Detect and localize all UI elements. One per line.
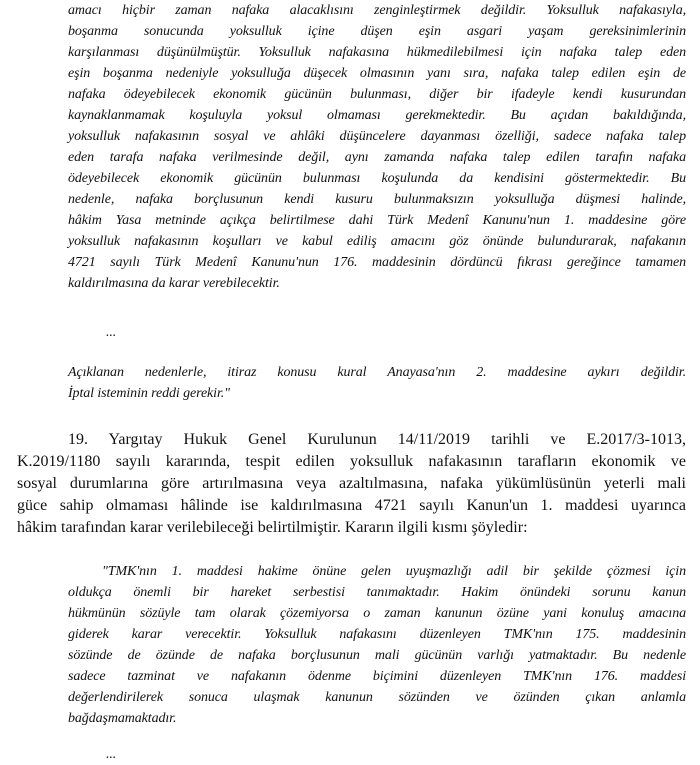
quote-line: 4721 sayılı Türk Medenî Kanunu'nun 176. maddesinin dördüncü fıkrası gereğince tamamen xyxy=(68,255,686,270)
quote-line: değerlendirilerek sonuca ulaşmak kanunun sözünden ve özünden çıkan anlamla xyxy=(68,690,686,705)
body-line: güce sahip olmaması hâlinde ise kaldırılmasına 4721 sayılı Kanun'un 1. maddesi uyarınca xyxy=(17,497,686,514)
quote-line: kaynaklanmamak koşuluyla yoksul olmaması gerekmektedir. Bu açıdan bakıldığında, xyxy=(68,108,686,123)
quote-line: yoksulluk nafakasının sosyal ve ahlâki düşüncelere dayanması özelliği, sadece nafaka talep xyxy=(68,129,686,144)
quote-line: hâkim Yasa metninde açıkça belirtilmese dahi Türk Medenî Kanunu'nun 1. maddesine göre xyxy=(68,213,686,228)
quote-line: Açıklanan nedenlerle, itiraz konusu kural Anayasa'nın 2. maddesine aykırı değildir. xyxy=(68,365,686,380)
quote-line: oldukça önemli bir hareket serbestisi tanımaktadır. Hakim önündeki sorunu kanun xyxy=(68,585,686,600)
quote-line: sadece tazminat ve nafakanın ödenme biçimini düzenleyen TMK'nın 176. maddesi xyxy=(68,669,686,684)
quote-line: sözünde de özünde de nafaka borçlusunun mali gücünün varlığı yatmaktadır. Bu nedenle xyxy=(68,648,686,663)
quote-line: İptal isteminin reddi gerekir." xyxy=(68,386,230,401)
quote-line: boşanma sonucunda yoksulluk içine düşen eşin asgari yaşam gereksinimlerinin xyxy=(68,24,686,39)
quote-line: karşılanması düşünülmüştür. Yoksulluk nafakasına hükmedilebilmesi için nafaka talep eden xyxy=(68,45,686,60)
quote-line: nafaka ödeyebilecek ekonomik gücünün bulunması, diğer bir ifadeyle kendi kusurundan xyxy=(68,87,686,102)
body-line: sosyal durumlarına göre artırılmasına veya azaltılmasına, nafaka yükümlüsünün yeterli mali xyxy=(17,475,686,492)
quote-line: bağdaşmamaktadır. xyxy=(68,711,177,726)
ellipsis: ... xyxy=(106,325,117,340)
body-line: K.2019/1180 sayılı kararında, tespit edilen yoksulluk nafakasının tarafların ekonomik ve xyxy=(17,453,686,470)
quote-line: yoksulluk nafakasının koşulları ve kabul ediliş amacını göz önünde bulundurarak, nafakanın xyxy=(68,234,686,249)
quote-line: giderek karar verecektir. Yoksulluk nafakasını düzenleyen TMK'nın 175. maddesinin xyxy=(68,627,686,642)
quote-line: "TMK'nın 1. maddesi hakime önüne gelen uyuşmazlığı adil bir şekilde çözmesi için xyxy=(102,564,686,579)
body-line: hâkim tarafından karar verilebileceği belirtilmiştir. Kararın ilgili kısmı şöyledir: xyxy=(17,519,528,536)
quote-line: kaldırılmasına da karar verebilecektir. xyxy=(68,276,280,291)
quote-line: amacı hiçbir zaman nafaka alacaklısını zenginleştirmek değildir. Yoksulluk nafakasıyla, xyxy=(68,3,686,18)
quote-line: hükmünün sözüyle tam olarak çözemiyorsa o zaman kanunun özüne yani konuluş amacına xyxy=(68,606,686,621)
quote-line: eşin boşanma nedeniyle yoksulluğa düşecek olmasının yanı sıra, nafaka talep edilen eşin de xyxy=(68,66,686,81)
quote-line: nedenle, nafaka borçlusunun kendi kusuru bulunmaksızın yoksulluğa düşmesi halinde, xyxy=(68,192,686,207)
quote-line: eden tarafa nafaka verilmesinde değil, aynı zamanda nafaka talep edilen tarafın nafaka xyxy=(68,150,686,165)
quote-line: ödeyebilecek ekonomik gücünün bulunması koşulunda da kendisini göstermektedir. Bu xyxy=(68,171,686,186)
body-line: 19. Yargıtay Hukuk Genel Kurulunun 14/11/2019 tarihli ve E.2017/3-1013, xyxy=(68,431,686,448)
ellipsis: ... xyxy=(106,747,117,762)
